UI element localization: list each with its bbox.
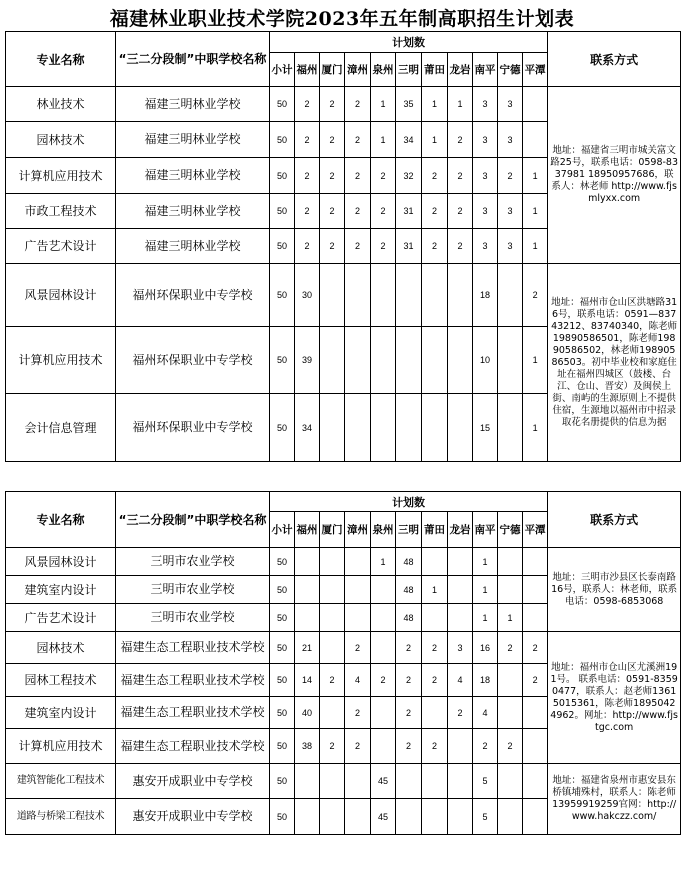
- quota-cell: [498, 799, 523, 835]
- quota-cell: 50: [270, 664, 295, 697]
- quota-cell: 2: [345, 229, 371, 264]
- quota-cell: 1: [448, 87, 473, 122]
- quota-cell: 2: [422, 664, 448, 697]
- quota-cell: 1: [371, 548, 396, 576]
- school-name: 福州环保职业中专学校: [116, 327, 270, 394]
- quota-cell: 50: [270, 548, 295, 576]
- quota-cell: 2: [295, 194, 320, 229]
- city-header: 厦门: [320, 512, 345, 548]
- quota-cell: [320, 697, 345, 729]
- quota-cell: 3: [498, 229, 523, 264]
- school-name: 福州环保职业中专学校: [116, 394, 270, 462]
- quota-cell: [396, 799, 422, 835]
- school-name: 三明市农业学校: [116, 548, 270, 576]
- city-header: 漳州: [345, 512, 371, 548]
- quota-cell: [422, 764, 448, 799]
- quota-cell: 2: [498, 158, 523, 194]
- quota-cell: 1: [498, 604, 523, 632]
- major-name: 计算机应用技术: [6, 327, 116, 394]
- quota-cell: [320, 394, 345, 462]
- quota-cell: [295, 764, 320, 799]
- quota-cell: 2: [295, 87, 320, 122]
- quota-cell: 50: [270, 327, 295, 394]
- quota-cell: 2: [371, 664, 396, 697]
- quota-cell: 2: [371, 194, 396, 229]
- quota-cell: [371, 604, 396, 632]
- quota-cell: [371, 729, 396, 764]
- quota-cell: [345, 764, 371, 799]
- quota-cell: [422, 327, 448, 394]
- quota-cell: 4: [345, 664, 371, 697]
- major-header: 专业名称: [6, 492, 116, 548]
- school-name: 惠安开成职业中专学校: [116, 764, 270, 799]
- enrollment-plan-table-2: [5, 491, 681, 835]
- quota-cell: [448, 604, 473, 632]
- quota-cell: [295, 799, 320, 835]
- plan-count-header: 计划数: [270, 32, 548, 53]
- school-name: 福建生态工程职业技术学校: [116, 729, 270, 764]
- major-name: 广告艺术设计: [6, 229, 116, 264]
- quota-cell: 45: [371, 799, 396, 835]
- quota-cell: 3: [473, 87, 498, 122]
- quota-cell: [396, 327, 422, 394]
- quota-cell: 2: [345, 632, 371, 664]
- contact-header: 联系方式: [548, 492, 681, 548]
- quota-cell: 18: [473, 264, 498, 327]
- quota-cell: [523, 764, 548, 799]
- quota-cell: [448, 327, 473, 394]
- city-header: 南平: [473, 53, 498, 87]
- quota-cell: [396, 394, 422, 462]
- quota-cell: [345, 264, 371, 327]
- quota-cell: 2: [422, 229, 448, 264]
- city-header: 三明: [396, 53, 422, 87]
- quota-cell: 18: [473, 664, 498, 697]
- quota-cell: [422, 799, 448, 835]
- city-header: 南平: [473, 512, 498, 548]
- major-name: 会计信息管理: [6, 394, 116, 462]
- quota-cell: 2: [345, 697, 371, 729]
- quota-cell: 2: [320, 122, 345, 158]
- quota-cell: 50: [270, 264, 295, 327]
- quota-cell: [498, 264, 523, 327]
- quota-cell: [295, 548, 320, 576]
- major-name: 道路与桥梁工程技术: [6, 799, 116, 835]
- major-name: 风景园林设计: [6, 548, 116, 576]
- school-name: 惠安开成职业中专学校: [116, 799, 270, 835]
- major-name: 广告艺术设计: [6, 604, 116, 632]
- quota-cell: 30: [295, 264, 320, 327]
- quota-cell: [345, 327, 371, 394]
- quota-cell: 2: [345, 158, 371, 194]
- city-header: 福州: [295, 53, 320, 87]
- major-header: 专业名称: [6, 32, 116, 87]
- quota-cell: 1: [422, 122, 448, 158]
- quota-cell: 50: [270, 194, 295, 229]
- quota-cell: 2: [295, 158, 320, 194]
- quota-cell: 2: [448, 158, 473, 194]
- major-name: 园林工程技术: [6, 664, 116, 697]
- quota-cell: 50: [270, 632, 295, 664]
- quota-cell: 5: [473, 764, 498, 799]
- quota-cell: 39: [295, 327, 320, 394]
- table-row: [6, 548, 681, 576]
- quota-cell: 21: [295, 632, 320, 664]
- city-header: 小计: [270, 512, 295, 548]
- school-name: 福建三明林业学校: [116, 229, 270, 264]
- plan-count-header: 计划数: [270, 492, 548, 512]
- quota-cell: 1: [371, 87, 396, 122]
- quota-cell: [320, 764, 345, 799]
- quota-cell: 10: [473, 327, 498, 394]
- quota-cell: 2: [422, 194, 448, 229]
- contact-info: 地址：三明市沙县区长泰南路16号，联系人：林老师，联系电话：0598-6853068: [548, 548, 681, 632]
- school-name: 福建生态工程职业技术学校: [116, 664, 270, 697]
- quota-cell: 2: [371, 158, 396, 194]
- quota-cell: 15: [473, 394, 498, 462]
- school-header: “三二分段制”中职学校名称: [116, 32, 270, 87]
- quota-cell: 38: [295, 729, 320, 764]
- table-row: [6, 264, 681, 327]
- quota-cell: 2: [396, 697, 422, 729]
- quota-cell: [345, 576, 371, 604]
- quota-cell: 2: [448, 122, 473, 158]
- quota-cell: [371, 576, 396, 604]
- quota-cell: [523, 122, 548, 158]
- quota-cell: 2: [448, 697, 473, 729]
- major-name: 建筑室内设计: [6, 576, 116, 604]
- quota-cell: 2: [396, 729, 422, 764]
- quota-cell: 1: [371, 122, 396, 158]
- quota-cell: 2: [371, 229, 396, 264]
- city-header: 小计: [270, 53, 295, 87]
- quota-cell: 1: [523, 394, 548, 462]
- quota-cell: [523, 604, 548, 632]
- quota-cell: 50: [270, 229, 295, 264]
- quota-cell: 48: [396, 604, 422, 632]
- quota-cell: 34: [396, 122, 422, 158]
- quota-cell: 48: [396, 548, 422, 576]
- quota-cell: [345, 604, 371, 632]
- quota-cell: [523, 799, 548, 835]
- quota-cell: [498, 764, 523, 799]
- quota-cell: [498, 327, 523, 394]
- quota-cell: 2: [345, 122, 371, 158]
- quota-cell: 2: [295, 122, 320, 158]
- quota-cell: [448, 264, 473, 327]
- quota-cell: 1: [422, 576, 448, 604]
- quota-cell: 50: [270, 729, 295, 764]
- city-header: 平潭: [523, 512, 548, 548]
- quota-cell: 2: [345, 729, 371, 764]
- major-name: 建筑智能化工程技术: [6, 764, 116, 799]
- quota-cell: 14: [295, 664, 320, 697]
- quota-cell: [422, 697, 448, 729]
- quota-cell: 3: [473, 158, 498, 194]
- quota-cell: 2: [345, 194, 371, 229]
- contact-info: 地址：福建省泉州市惠安县东桥镇埔殊村，联系人：陈老师13959919259官网：http://www.hakczz.com/: [548, 764, 681, 835]
- quota-cell: 2: [422, 632, 448, 664]
- quota-cell: [422, 394, 448, 462]
- quota-cell: [523, 548, 548, 576]
- major-name: 园林技术: [6, 122, 116, 158]
- quota-cell: 2: [320, 729, 345, 764]
- quota-cell: 2: [448, 229, 473, 264]
- city-header: 厦门: [320, 53, 345, 87]
- quota-cell: [422, 264, 448, 327]
- city-header: 宁德: [498, 53, 523, 87]
- school-header: “三二分段制”中职学校名称: [116, 492, 270, 548]
- school-name: 三明市农业学校: [116, 604, 270, 632]
- quota-cell: 40: [295, 697, 320, 729]
- quota-cell: [448, 729, 473, 764]
- quota-cell: 50: [270, 158, 295, 194]
- quota-cell: 50: [270, 604, 295, 632]
- quota-cell: 1: [523, 229, 548, 264]
- quota-cell: 1: [473, 548, 498, 576]
- page-title: 福建林业职业技术学院2023年五年制高职招生计划表: [109, 8, 575, 30]
- quota-cell: 5: [473, 799, 498, 835]
- quota-cell: [498, 394, 523, 462]
- quota-cell: 48: [396, 576, 422, 604]
- quota-cell: 2: [498, 729, 523, 764]
- quota-cell: [448, 764, 473, 799]
- quota-cell: 3: [498, 194, 523, 229]
- quota-cell: [448, 548, 473, 576]
- quota-cell: 2: [320, 87, 345, 122]
- school-name: 福州环保职业中专学校: [116, 264, 270, 327]
- quota-cell: 1: [523, 327, 548, 394]
- quota-cell: [422, 548, 448, 576]
- contact-info: 地址：福州市仓山区尤溪洲191号。 联系电话：0591-83590477，联系人：赵老师13615015361，陈老师18950424962。网址：http://www.fjstgc.com: [548, 632, 681, 764]
- quota-cell: 50: [270, 764, 295, 799]
- quota-cell: [498, 664, 523, 697]
- quota-cell: [320, 632, 345, 664]
- quota-cell: [422, 604, 448, 632]
- school-name: 福建三明林业学校: [116, 158, 270, 194]
- quota-cell: 2: [295, 229, 320, 264]
- quota-cell: [448, 576, 473, 604]
- major-name: 园林技术: [6, 632, 116, 664]
- quota-cell: 3: [473, 229, 498, 264]
- table-row: [6, 632, 681, 664]
- city-header: 莆田: [422, 512, 448, 548]
- city-header: 福州: [295, 512, 320, 548]
- quota-cell: 2: [448, 194, 473, 229]
- school-name: 三明市农业学校: [116, 576, 270, 604]
- quota-cell: 2: [320, 158, 345, 194]
- quota-cell: [523, 697, 548, 729]
- contact-info: 地址：福建省三明市城关富文路25号，联系电话：0598-8337981 18950957686，联系人：林老师 http://www.fjsmlyxx.com: [548, 87, 681, 264]
- city-header: 泉州: [371, 53, 396, 87]
- quota-cell: [523, 576, 548, 604]
- quota-cell: 32: [396, 158, 422, 194]
- quota-cell: 16: [473, 632, 498, 664]
- quota-cell: [371, 327, 396, 394]
- quota-cell: 50: [270, 394, 295, 462]
- quota-cell: [523, 729, 548, 764]
- quota-cell: 3: [498, 87, 523, 122]
- quota-cell: [498, 548, 523, 576]
- quota-cell: [371, 264, 396, 327]
- quota-cell: 50: [270, 799, 295, 835]
- quota-cell: 1: [473, 576, 498, 604]
- quota-cell: 2: [523, 632, 548, 664]
- quota-cell: [498, 697, 523, 729]
- major-name: 建筑室内设计: [6, 697, 116, 729]
- quota-cell: 50: [270, 576, 295, 604]
- quota-cell: 2: [523, 264, 548, 327]
- quota-cell: 1: [422, 87, 448, 122]
- quota-cell: [371, 697, 396, 729]
- quota-cell: 2: [320, 664, 345, 697]
- city-header: 平潭: [523, 53, 548, 87]
- quota-cell: [345, 394, 371, 462]
- quota-cell: 50: [270, 697, 295, 729]
- city-header: 三明: [396, 512, 422, 548]
- quota-cell: [320, 548, 345, 576]
- quota-cell: 50: [270, 122, 295, 158]
- school-name: 福建三明林业学校: [116, 194, 270, 229]
- quota-cell: [320, 604, 345, 632]
- quota-cell: [448, 394, 473, 462]
- quota-cell: [396, 264, 422, 327]
- quota-cell: 31: [396, 229, 422, 264]
- quota-cell: 3: [473, 194, 498, 229]
- table-row: [6, 764, 681, 799]
- quota-cell: [295, 604, 320, 632]
- major-name: 计算机应用技术: [6, 729, 116, 764]
- quota-cell: 1: [523, 158, 548, 194]
- quota-cell: 4: [473, 697, 498, 729]
- quota-cell: 3: [473, 122, 498, 158]
- quota-cell: [523, 87, 548, 122]
- quota-cell: [498, 576, 523, 604]
- quota-cell: 1: [523, 194, 548, 229]
- enrollment-plan-table-1: [5, 31, 681, 462]
- quota-cell: 2: [498, 632, 523, 664]
- quota-cell: 1: [473, 604, 498, 632]
- quota-cell: [345, 548, 371, 576]
- contact-info: 地址：福州市仓山区洪塘路316号，联系电话：0591—83743212、83740340，陈老师19890586501，陈老师19890586502，林老师19890586503。初中毕业校和家庭住址在福州四城区（鼓楼、台江、仓山、晋安）及闽侯上街、南屿的生源原则上不提供住宿，生源地以福州市中招录取花名册提供的信息为据: [548, 264, 681, 462]
- city-header: 泉州: [371, 512, 396, 548]
- quota-cell: [371, 632, 396, 664]
- quota-cell: [396, 764, 422, 799]
- quota-cell: [295, 576, 320, 604]
- quota-cell: [320, 576, 345, 604]
- quota-cell: [320, 327, 345, 394]
- city-header: 宁德: [498, 512, 523, 548]
- major-name: 市政工程技术: [6, 194, 116, 229]
- quota-cell: [448, 799, 473, 835]
- quota-cell: [345, 799, 371, 835]
- quota-cell: 45: [371, 764, 396, 799]
- major-name: 计算机应用技术: [6, 158, 116, 194]
- quota-cell: [371, 394, 396, 462]
- quota-cell: 3: [498, 122, 523, 158]
- quota-cell: 34: [295, 394, 320, 462]
- city-header: 漳州: [345, 53, 371, 87]
- quota-cell: 2: [345, 87, 371, 122]
- contact-header: 联系方式: [548, 32, 681, 87]
- quota-cell: 2: [320, 194, 345, 229]
- quota-cell: 3: [448, 632, 473, 664]
- quota-cell: 2: [523, 664, 548, 697]
- quota-cell: 35: [396, 87, 422, 122]
- quota-cell: 2: [396, 632, 422, 664]
- quota-cell: 50: [270, 87, 295, 122]
- school-name: 福建三明林业学校: [116, 122, 270, 158]
- table-row: [6, 87, 681, 122]
- quota-cell: 4: [448, 664, 473, 697]
- quota-cell: [320, 799, 345, 835]
- city-header: 龙岩: [448, 53, 473, 87]
- quota-cell: 31: [396, 194, 422, 229]
- school-name: 福建生态工程职业技术学校: [116, 632, 270, 664]
- city-header: 龙岩: [448, 512, 473, 548]
- school-name: 福建三明林业学校: [116, 87, 270, 122]
- school-name: 福建生态工程职业技术学校: [116, 697, 270, 729]
- city-header: 莆田: [422, 53, 448, 87]
- quota-cell: 2: [396, 664, 422, 697]
- quota-cell: 2: [473, 729, 498, 764]
- quota-cell: [320, 264, 345, 327]
- quota-cell: 2: [422, 158, 448, 194]
- quota-cell: 2: [422, 729, 448, 764]
- quota-cell: 2: [320, 229, 345, 264]
- major-name: 林业技术: [6, 87, 116, 122]
- major-name: 风景园林设计: [6, 264, 116, 327]
